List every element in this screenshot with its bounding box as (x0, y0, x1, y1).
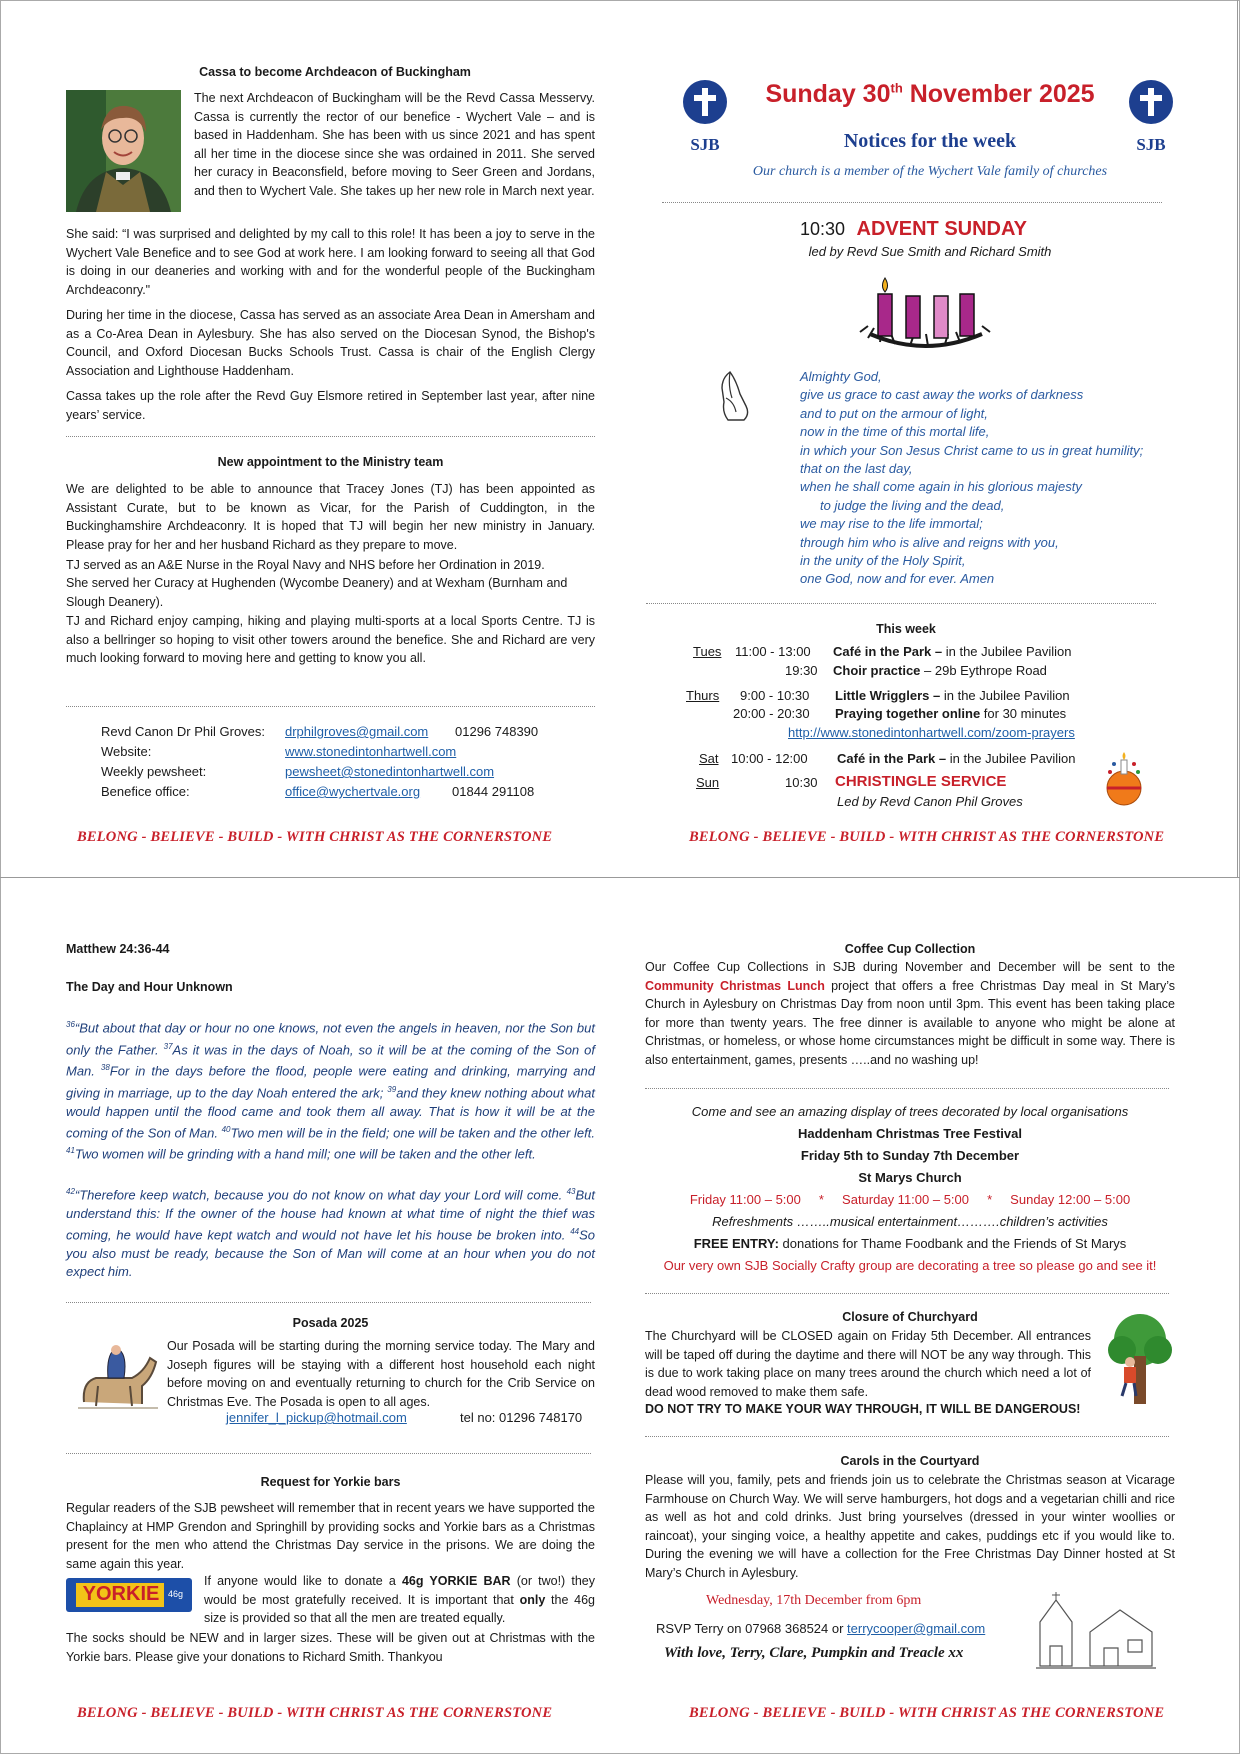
prayer-line: in the unity of the Holy Spirit, (800, 553, 966, 569)
posada-title: Posada 2025 (292, 1316, 369, 1330)
service-name: ADVENT SUNDAY (856, 218, 1027, 240)
fold-line (0, 877, 1240, 878)
churchyard-text: The Churchyard will be CLOSED again on Friday 5th December. All entrances will be taped off during the daytime and there will NOT be any way through. This is due to work taking place on many trees around the church which need a lot of dead wood removed to make them safe. (645, 1329, 1091, 1399)
week-title: This week (876, 622, 936, 636)
logo-initials: SJB (1136, 135, 1166, 154)
prayer-line: give us grace to cast away the works of darkness (800, 387, 1084, 403)
christingle-icon (1100, 750, 1148, 808)
prayer-line: that on the last day, (800, 461, 913, 477)
event-cafe: Café in the Park – in the Jubilee Pavilion (837, 751, 1076, 766)
ministry-nursing: TJ served as an A&E Nurse in the Royal Navy and NHS before her Ordination in 2019. (66, 558, 545, 572)
notices-subtitle: Notices for the week (843, 130, 1017, 152)
day-sat: Sat (699, 751, 719, 766)
tagline: Our church is a member of the Wychert Vale family of churches (752, 164, 1108, 179)
archdeacon-succession: Cassa takes up the role after the Revd Guy Elsmore retired in September last year, after nine years’ service. (66, 389, 595, 422)
carols-date: Wednesday, 17th December from 6pm (706, 1593, 922, 1608)
carols-text: Please will you, family, pets and friends join us to celebrate the Christmas season at Vicarage Farmhouse on Church Way. We will serve hamburgers, hot dogs and a vegetarian chilli and rice as well as hot and cold drinks. Just bring yourselves (dressed in your winter woollies or raincoat), your singing voice, a healthy appetite and cakes, puddings etc if you would like to. During the evening we will have a collection for the Free Christmas Day Dinner hosted at St Mary’s Church in Aylesbury. (645, 1473, 1175, 1580)
contact-email-phil[interactable]: drphilgroves@gmail.com (285, 724, 429, 739)
cassa-photo (66, 90, 181, 212)
event-choir: Choir practice – 29b Eythrope Road (833, 663, 1047, 678)
posada-donkey-icon (74, 1342, 160, 1414)
contact-phone: 01296 748390 (455, 724, 539, 739)
contact-label: Website: (101, 744, 152, 759)
prayer-line: we may rise to the life immortal; (800, 516, 983, 532)
tree-surgeon-icon (1100, 1310, 1180, 1406)
yorkie-bar-weight: 46g (168, 1589, 184, 1599)
event-time: 9:00 - 10:30 (740, 688, 810, 703)
yorkie-request: If anyone would like to donate a 46g YORKIE BAR (or two!) they would be most gratefully received. It is important that only the 46g size is provided so that all the men are treated equally. (204, 1574, 595, 1625)
day-thurs: Thurs (686, 688, 720, 703)
contact-phone: 01844 291108 (452, 784, 535, 799)
divider (646, 603, 1156, 604)
advent-wreath-icon (850, 272, 1000, 358)
festival-dates: Friday 5th to Sunday 7th December (800, 1148, 1020, 1163)
prayer-line: to judge the living and the dead, (820, 497, 1005, 513)
churchyard-title: Closure of Churchyard (842, 1310, 978, 1324)
contact-label: Weekly pewsheet: (101, 764, 207, 779)
sjb-logo-right (1114, 72, 1188, 156)
divider (645, 1293, 1169, 1294)
event-praying-online: Praying together online for 30 minutes (835, 706, 1067, 721)
yorkie-bar-image (66, 1578, 192, 1612)
farmhouse-sketch-icon (1030, 1586, 1160, 1672)
event-cafe: Café in the Park – in the Jubilee Pavilion (833, 644, 1072, 659)
coffee-title: Coffee Cup Collection (844, 942, 976, 956)
logo-initials: SJB (690, 135, 720, 154)
day-sun: Sun (696, 775, 720, 790)
date-day: Sunday 30 (765, 80, 891, 108)
contact-label: Benefice office: (101, 784, 190, 799)
divider (662, 202, 1162, 203)
christingle-led-by: Led by Revd Canon Phil Groves (837, 794, 1023, 809)
divider (66, 1453, 591, 1454)
motto: BELONG - BELIEVE - BUILD - WITH CHRIST AS THE CORNERSTONE (689, 1705, 1165, 1721)
festival-venue: St Marys Church (858, 1170, 962, 1185)
festival-times: Friday 11:00 – 5:00 * Saturday 11:00 – 5:00 * Sunday 12:00 – 5:00 (689, 1192, 1131, 1207)
reading-heading: The Day and Hour Unknown (66, 980, 233, 994)
festival-crafty: Our very own SJB Socially Crafty group are decorating a tree so please go and see it! (663, 1258, 1157, 1273)
archdeacon-career: During her time in the diocese, Cassa has served as an associate Area Dean in Amersham and as a Co-Area Dean in Aylesbury. She has also served on the Diocesan Synod, the Bishop's Council, and Oxford Diocesan Bucks Schools Trust. Cassa is chair of the English Clergy Association and Lighthouse Haddenham. (66, 308, 595, 378)
date-month-year: November 2025 (902, 80, 1095, 108)
archdeacon-intro: The next Archdeacon of Buckingham will be the Revd Cassa Messervy. Cassa is currently the rector of our benefice - Wychert Vale – and is based in Haddenham. She has been with us since 2021 and has spent all her time in the diocese since she was ordained in 2011. She served her curacy in Beaconsfield, before moving to Seer Green and Jordans, and then to Wychert Vale. She takes up her new role in March next year. (194, 91, 595, 198)
coffee-text: Our Coffee Cup Collections in SJB during November and December will be sent to the Community Christmas Lunch project that offers a free Christmas Day meal in St Mary’s Church in Aylesbury on Christmas Day from noon until 3pm. This event has been taking place for more than twenty years. The free dinner is available to anyone who might be alone at Christmas, or homeless, or whose home circumstances might be difficult in some way. There is also entertainment, games, presents …..and no washing up! (645, 960, 1175, 1067)
prayer-line: one God, now and for ever. Amen (800, 571, 995, 587)
motto: BELONG - BELIEVE - BUILD - WITH CHRIST AS THE CORNERSTONE (77, 1705, 553, 1721)
day-tues: Tues (693, 644, 722, 659)
carols-signature: With love, Terry, Clare, Pumpkin and Treacle xx (664, 1645, 964, 1661)
event-time: 20:00 - 20:30 (733, 706, 810, 721)
prayer-line: through him who is alive and reigns with you, (800, 534, 1059, 550)
motto: BELONG - BELIEVE - BUILD - WITH CHRIST AS THE CORNERSTONE (689, 829, 1165, 845)
praying-hands-icon (716, 368, 760, 424)
event-christingle: CHRISTINGLE SERVICE (835, 773, 1007, 790)
service-time: 10:30 (800, 219, 846, 239)
service-led-by: led by Revd Sue Smith and Richard Smith (808, 244, 1052, 259)
contact-website-link[interactable]: www.stonedintonhartwell.com (285, 744, 457, 759)
prayer-line: Almighty God, (800, 369, 882, 384)
gospel-passage-2: $^{42}$“Therefore keep watch, because you do not know on what day your Lord will come. $^{43}$But understand this: If the owner of the house had known at what time of night the thief was coming, he would have kept watch and would not have let his house be broken into. $^{44}$So you also must be ready, because the Son of Man will come at an hour when you do not expect him. (66, 1187, 595, 1279)
yorkie-title: Request for Yorkie bars (260, 1475, 401, 1489)
festival-entry: FREE ENTRY: donations for Thame Foodbank and the Friends of St Marys (693, 1236, 1127, 1251)
event-time: 10:00 - 12:00 (731, 751, 808, 766)
divider (66, 436, 595, 437)
motto: BELONG - BELIEVE - BUILD - WITH CHRIST AS THE CORNERSTONE (77, 829, 553, 845)
contact-office-email[interactable]: office@wychertvale.org (285, 784, 421, 799)
ministry-title: New appointment to the Ministry team (217, 455, 444, 469)
event-time: 19:30 (785, 663, 818, 678)
prayer-line: in which your Son Jesus Christ came to us in great humility; (800, 442, 1144, 458)
posada-tel: tel no: 01296 748170 (460, 1410, 583, 1425)
zoom-prayers-link[interactable]: http://www.stonedintonhartwell.com/zoom-prayers (788, 725, 1075, 740)
gospel-passage-1: $^{36}$“But about that day or hour no one knows, not even the angels in heaven, nor the Son but only the Father. $^{37}$As it was in the days of Noah, so it will be at the coming of the Son of Man. $^{38}$For in the days before the flood, people were eating and drinking, marrying and giving in marriage, up to the day Noah entered the ark; $^{39}$and they knew nothing about what would happen until the flood came and took them all away. That is how it will be at the coming of the Son of Man. $^{40}$Two men will be in the field; one will be taken and the other left. $^{41}$Two women will be grinding with a hand mill; one will be taken and the other left. (66, 1020, 596, 1162)
prayer-line: now in the time of this mortal life, (800, 424, 990, 440)
date-suffix: th (890, 80, 903, 96)
festival-extras: Refreshments ……..musical entertainment……….children’s activities (712, 1214, 1108, 1229)
collect-prayer (800, 368, 1240, 589)
yorkie-bar-label: YORKIE (82, 1583, 160, 1605)
prayer-line: when he shall come again in his glorious majesty (800, 479, 1082, 495)
divider (66, 1302, 591, 1303)
divider (645, 1088, 1169, 1089)
carols-email[interactable]: terrycooper@gmail.com (847, 1621, 986, 1636)
carols-title: Carols in the Courtyard (840, 1454, 980, 1468)
festival-name: Haddenham Christmas Tree Festival (798, 1126, 1022, 1141)
date-heading (750, 80, 1110, 109)
yorkie-socks: The socks should be NEW and in larger sizes. These will be given out at Christmas with the Yorkie bars. Please give your donations to Richard Smith. Thankyou (66, 1631, 595, 1664)
event-time: 11:00 - 13:00 (735, 644, 811, 659)
yorkie-intro: Regular readers of the SJB pewsheet will remember that in recent years we have supported the Chaplaincy at HMP Grendon and Springhill by providing socks and Yorkie bars as a Christmas present for the men who attend the Christmas Day service in the prisons. We are doing the same again this year. (66, 1501, 595, 1571)
archdeacon-title: Cassa to become Archdeacon of Buckingham (199, 65, 471, 79)
ministry-curacy: She served her Curacy at Hughenden (Wycombe Deanery) and at Wexham (Burnham and Slough Deanery). (66, 576, 568, 609)
carols-rsvp: RSVP Terry on 07968 368524 or terrycooper@gmail.com (656, 1621, 986, 1636)
prayer-line: and to put on the armour of light, (800, 405, 988, 421)
festival-intro: Come and see an amazing display of trees decorated by local organisations (691, 1104, 1129, 1119)
posada-email[interactable]: jennifer_l_pickup@hotmail.com (226, 1410, 407, 1425)
event-little-wrigglers: Little Wrigglers – in the Jubilee Pavilion (835, 688, 1070, 703)
reading-reference: Matthew 24:36-44 (66, 942, 170, 956)
sjb-logo-left (668, 72, 742, 156)
ministry-announcement: We are delighted to be able to announce that Tracey Jones (TJ) has been appointed as Assistant Curate, but to be known as Vicar, for the Parish of Cuddington, in the Buckinghamshire Archdeaconry. It is hoped that TJ will begin her new ministry in January. Please pray for her and her husband Richard as they prepare to move. (66, 482, 595, 552)
contact-label: Revd Canon Dr Phil Groves: (101, 724, 266, 739)
service-heading (800, 218, 1027, 241)
event-time: 10:30 (785, 775, 818, 790)
posada-text: Our Posada will be starting during the morning service today. The Mary and Joseph figures will be staying with a different host household each night before moving on and eventually returning to church for the Crib Service on Christmas Eve. The Posada is open to all ages. (167, 1339, 595, 1409)
archdeacon-quote: She said: “I was surprised and delighted by my call to this role! It has been a joy to serve in the Wychert Vale Benefice and to see God at work here. I am looking forward to seeing all that God is doing in our deaneries and working with and for the wonderful people of the Buckingham Archdeaconry." (66, 227, 595, 297)
churchyard-warning: DO NOT TRY TO MAKE YOUR WAY THROUGH, IT WILL BE DANGEROUS! (645, 1402, 1081, 1416)
divider (645, 1436, 1169, 1437)
ministry-hobbies: TJ and Richard enjoy camping, hiking and playing multi-sports at a local Sports Centre. TJ is also a bellringer so hoping to visit other towers around the benefice. She and Richard are very much looking forward to moving here and getting to know you all. (66, 614, 595, 665)
contact-pewsheet-email[interactable]: pewsheet@stonedintonhartwell.com (285, 764, 495, 779)
divider (66, 706, 595, 707)
